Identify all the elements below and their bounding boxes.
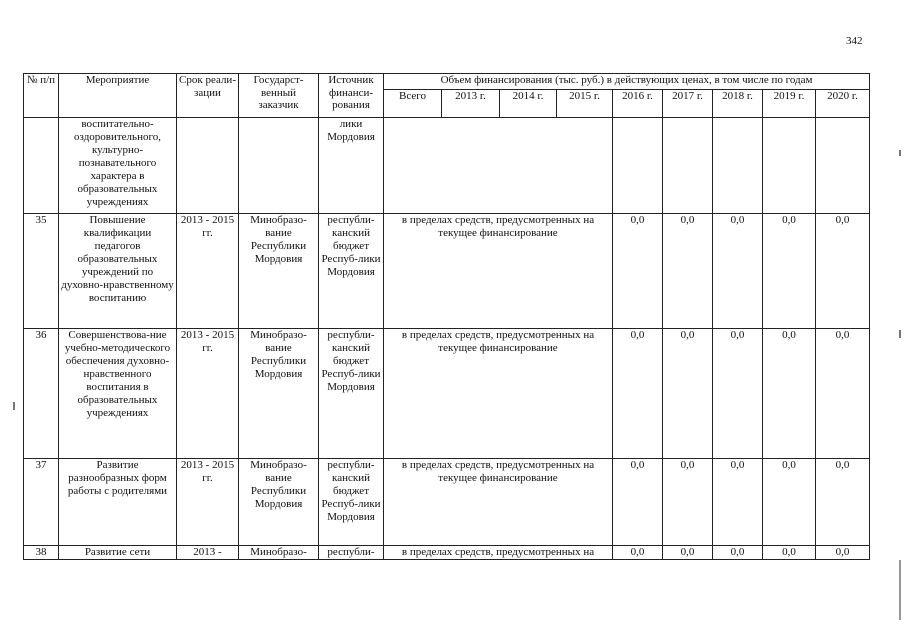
cell-funding-note: в пределах средств, предусмотренных на текущее финансирование	[384, 329, 613, 459]
header-event: Мероприятие	[59, 74, 177, 118]
cell-value-2018: 0,0	[713, 546, 763, 560]
header-customer: Государст-венный заказчик	[239, 74, 319, 118]
cell-value-2016: 0,0	[613, 459, 663, 546]
cell-source: республи-канский бюджет Респуб-лики Мордовия	[319, 214, 384, 329]
table-row	[24, 459, 870, 546]
header-source: Источник финанси-рования	[319, 74, 384, 118]
header-volume: Объем финансирования (тыс. руб.) в действующих ценах, в том числе по годам	[384, 74, 870, 90]
cell-value-2017: 0,0	[663, 214, 713, 329]
cell-source: лики Мордовия	[319, 118, 384, 214]
cell-event: Совершенствова-ние учебно-методического обеспечения духовно-нравственного воспитания в образовательных учреждениях	[59, 329, 177, 459]
scan-artifact	[13, 402, 15, 410]
cell-term: 2013 - 2015 гг.	[177, 329, 239, 459]
cell-source: республи-канский бюджет Респуб-лики Мордовия	[319, 459, 384, 546]
header-num: № п/п	[24, 74, 59, 118]
cell-value-2019: 0,0	[763, 214, 816, 329]
cell-funding-note: в пределах средств, предусмотренных на текущее финансирование	[384, 214, 613, 329]
table-row	[24, 118, 870, 214]
scan-artifact	[899, 150, 901, 156]
table-row	[24, 214, 870, 329]
cell-num: 36	[24, 329, 59, 459]
cell-value-2016: 0,0	[613, 329, 663, 459]
cell-value-2020: 0,0	[816, 214, 870, 329]
cell-value-2017: 0,0	[663, 459, 713, 546]
cell-value-2020: 0,0	[816, 459, 870, 546]
cell-num: 37	[24, 459, 59, 546]
cell-funding-note: в пределах средств, предусмотренных на текущее финансирование	[384, 459, 613, 546]
cell-event: Повышение квалификации педагогов образовательных учреждений по духовно-нравственному воспитанию	[59, 214, 177, 329]
cell-value-2018: 0,0	[713, 329, 763, 459]
header-total: Всего	[384, 90, 442, 118]
cell-value-2019: 0,0	[763, 459, 816, 546]
cell-num: 35	[24, 214, 59, 329]
header-year-2018: 2018 г.	[713, 90, 763, 118]
cell-funding-note: в пределах средств, предусмотренных на	[384, 546, 613, 560]
cell-source: республи-канский бюджет Респуб-лики Мордовия	[319, 329, 384, 459]
cell-customer: Минобразо-	[239, 546, 319, 560]
cell-value-2017: 0,0	[663, 329, 713, 459]
cell-value-2017: 0,0	[663, 546, 713, 560]
cell-event: воспитательно-оздоровительного, культурно-познавательного характера в образовательных учреждениях	[59, 118, 177, 214]
financing-table	[23, 73, 870, 560]
cell-source: республи-	[319, 546, 384, 560]
table-row	[24, 329, 870, 459]
cell-event: Развитие сети	[59, 546, 177, 560]
header-year-2014: 2014 г.	[500, 90, 557, 118]
cell-customer: Минобразо-вание Республики Мордовия	[239, 214, 319, 329]
cell-event: Развитие разнообразных форм работы с родителями	[59, 459, 177, 546]
header-term: Срок реали-зации	[177, 74, 239, 118]
table-row	[24, 546, 870, 560]
cell-value-2020: 0,0	[816, 546, 870, 560]
header-year-2020: 2020 г.	[816, 90, 870, 118]
cell-value-2019: 0,0	[763, 546, 816, 560]
header-year-2013: 2013 г.	[442, 90, 500, 118]
cell-value-2018: 0,0	[713, 459, 763, 546]
cell-term: 2013 - 2015 гг.	[177, 459, 239, 546]
header-year-2017: 2017 г.	[663, 90, 713, 118]
cell-term: 2013 - 2015 гг.	[177, 214, 239, 329]
cell-term: 2013 -	[177, 546, 239, 560]
scan-artifact	[899, 330, 901, 338]
cell-value-2018: 0,0	[713, 214, 763, 329]
cell-value-2016: 0,0	[613, 546, 663, 560]
header-year-2016: 2016 г.	[613, 90, 663, 118]
header-year-2019: 2019 г.	[763, 90, 816, 118]
cell-num: 38	[24, 546, 59, 560]
cell-value-2019: 0,0	[763, 329, 816, 459]
cell-customer: Минобразо-вание Республики Мордовия	[239, 329, 319, 459]
header-year-2015: 2015 г.	[557, 90, 613, 118]
scan-artifact	[899, 560, 901, 620]
cell-value-2020: 0,0	[816, 329, 870, 459]
cell-customer: Минобразо-вание Республики Мордовия	[239, 459, 319, 546]
page-number: 342	[846, 35, 863, 47]
cell-value-2016: 0,0	[613, 214, 663, 329]
